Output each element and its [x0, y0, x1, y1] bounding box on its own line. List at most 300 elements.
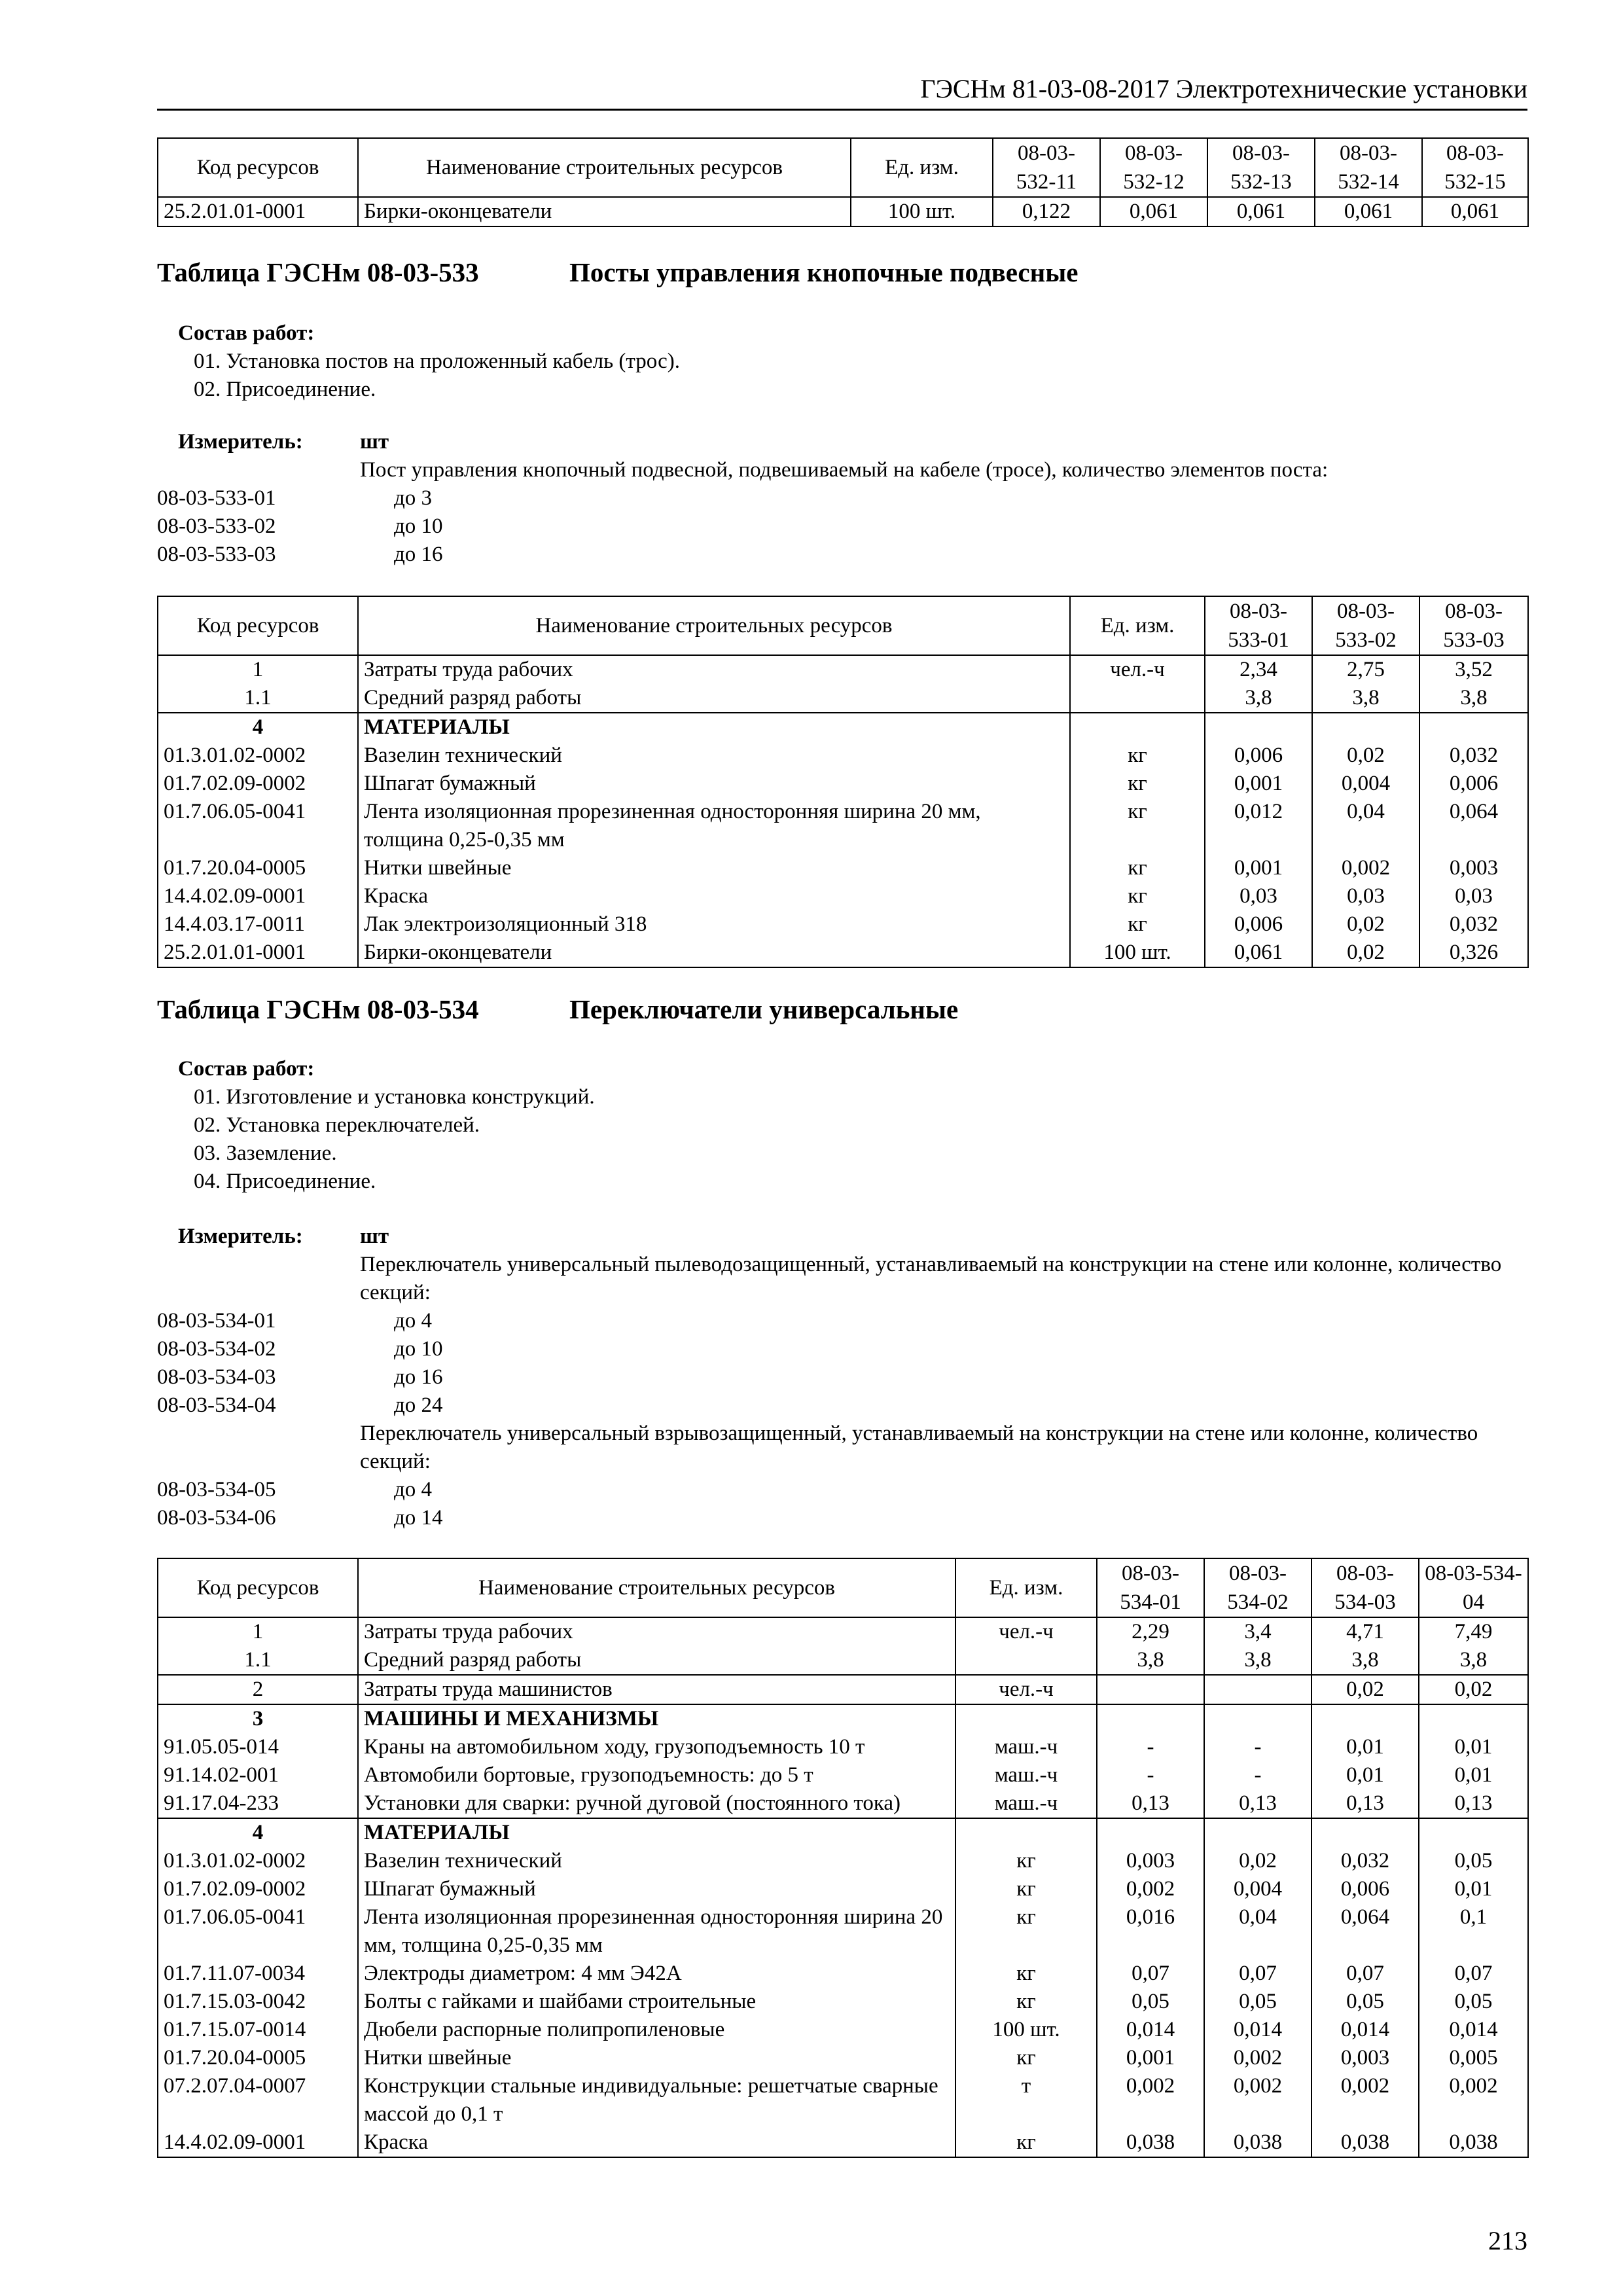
col-header-norm: 08-03-533-03 [1419, 596, 1528, 655]
cell-unit: кг [955, 1988, 1097, 2016]
cell-code: 01.7.15.07-0014 [158, 2016, 358, 2044]
cell-value: 0,01 [1419, 1875, 1528, 1903]
cell-unit: кг [955, 1960, 1097, 1988]
cell-value: 0,014 [1097, 2016, 1204, 2044]
table-row [158, 910, 1528, 939]
cell-unit: кг [1070, 742, 1205, 770]
table-row [158, 2016, 1528, 2044]
col-header-norm: 08-03-532-11 [993, 138, 1100, 197]
cell-value: 0,002 [1311, 2072, 1419, 2128]
work-item: 01. Изготовление и установка конструкций. [194, 1085, 595, 1109]
cell-value: 0,014 [1419, 2016, 1528, 2044]
page-number: 213 [1488, 2226, 1527, 2255]
measure-unit: шт [360, 1225, 389, 1248]
cell-value: 0,02 [1204, 1847, 1311, 1875]
cell-name: Конструкции стальные индивидуальные: решетчатые сварные массой до 0,1 т [358, 2072, 955, 2128]
cell-unit [1070, 713, 1205, 742]
cell-unit: кг [1070, 770, 1205, 798]
measures-534 [157, 1223, 1525, 1532]
cell-value: 0,02 [1312, 939, 1419, 967]
cell-code: 91.14.02-001 [158, 1761, 358, 1789]
cell-name: Установки для сварки: ручной дуговой (постоянного тока) [358, 1789, 955, 1818]
cell-unit: кг [1070, 798, 1205, 854]
table-row [158, 197, 1528, 226]
cell-name: МАТЕРИАЛЫ [358, 1818, 955, 1847]
measure-item [157, 512, 1525, 541]
measure-code: 08-03-534-05 [157, 1478, 276, 1501]
table-row [158, 1988, 1528, 2016]
col-header-norm: 08-03-533-01 [1205, 596, 1312, 655]
cell-value: 0,02 [1311, 1675, 1419, 1704]
cell-value: - [1097, 1733, 1204, 1761]
table-row [158, 1675, 1528, 1704]
measure-text: до 24 [394, 1393, 443, 1417]
cell-code: 1 [158, 1617, 358, 1646]
cell-unit: чел.-ч [955, 1617, 1097, 1646]
cell-code: 01.7.02.09-0002 [158, 770, 358, 798]
col-header-unit: Ед. изм. [851, 138, 993, 197]
cell-code: 01.7.06.05-0041 [158, 1903, 358, 1960]
table-row [158, 1875, 1528, 1903]
cell-code: 4 [158, 1818, 358, 1847]
cell-value: 0,032 [1419, 910, 1528, 939]
cell-value: 0,006 [1311, 1875, 1419, 1903]
cell-value: 4,71 [1311, 1617, 1419, 1646]
cell-value: 2,75 [1312, 655, 1419, 684]
cell-name: Электроды диаметром: 4 мм Э42А [358, 1960, 955, 1988]
col-header-name: Наименование строительных ресурсов [358, 596, 1070, 655]
col-header-norm: 08-03-532-15 [1422, 138, 1528, 197]
cell-value: - [1204, 1733, 1311, 1761]
cell-value: 0,006 [1205, 910, 1312, 939]
cell-value: 0,061 [1422, 197, 1528, 226]
cell-value: 3,52 [1419, 655, 1528, 684]
cell-value: 0,002 [1097, 2072, 1204, 2128]
cell-value: 0,05 [1419, 1988, 1528, 2016]
cell-value: 0,002 [1097, 1875, 1204, 1903]
cell-value: 3,4 [1204, 1617, 1311, 1646]
cell-value: 0,07 [1097, 1960, 1204, 1988]
cell-value: 0,003 [1097, 1847, 1204, 1875]
measure-item [157, 1307, 1525, 1335]
col-header-norm: 08-03-534-03 [1311, 1558, 1419, 1617]
table-name: Посты управления кнопочные подвесные [569, 257, 1079, 287]
cell-value: 0,061 [1315, 197, 1422, 226]
cell-name: Затраты труда рабочих [358, 655, 1070, 684]
cell-value: 0,006 [1419, 770, 1528, 798]
cell-value: 0,05 [1204, 1988, 1311, 2016]
table-row [158, 1761, 1528, 1789]
cell-code: 2 [158, 1675, 358, 1704]
cell-name: Бирки-оконцеватели [358, 197, 851, 226]
cell-value: 0,006 [1205, 742, 1312, 770]
resource-table-533 [157, 596, 1529, 968]
measure-item [157, 1363, 1525, 1391]
cell-value: 0,05 [1097, 1988, 1204, 2016]
cell-value: 0,001 [1205, 854, 1312, 882]
work-item: 04. Присоединение. [194, 1170, 376, 1193]
work-item: 02. Установка переключателей. [194, 1113, 480, 1137]
cell-value: 0,005 [1419, 2044, 1528, 2072]
cell-unit: 100 шт. [851, 197, 993, 226]
cell-value: 0,01 [1419, 1761, 1528, 1789]
cell-value: 0,001 [1097, 2044, 1204, 2072]
table-row [158, 939, 1528, 967]
table-row [158, 1818, 1528, 1847]
col-header-norm: 08-03-533-02 [1312, 596, 1419, 655]
running-header: ГЭСНм 81-03-08-2017 Электротехнические установки [920, 74, 1527, 103]
table-row [158, 742, 1528, 770]
table-row [158, 1789, 1528, 1818]
cell-value: 0,01 [1419, 1733, 1528, 1761]
table-row [158, 2072, 1528, 2128]
measure-text: до 10 [394, 514, 443, 538]
table-row [158, 684, 1528, 713]
cell-code: 3 [158, 1704, 358, 1733]
table-row [158, 1847, 1528, 1875]
measure-code: 08-03-533-02 [157, 514, 276, 538]
cell-value: 0,05 [1311, 1988, 1419, 2016]
measure-code: 08-03-533-01 [157, 486, 276, 510]
cell-code: 14.4.03.17-0011 [158, 910, 358, 939]
cell-value [1205, 713, 1312, 742]
cell-name: Автомобили бортовые, грузоподъемность: до 5 т [358, 1761, 955, 1789]
cell-value: 0,003 [1311, 2044, 1419, 2072]
cell-unit: кг [955, 1875, 1097, 1903]
cell-name: Лента изоляционная прорезиненная односторонняя ширина 20 мм, толщина 0,25-0,35 мм [358, 1903, 955, 1960]
cell-value: 0,002 [1204, 2072, 1311, 2128]
work-item: 02. Присоединение. [194, 378, 376, 401]
cell-name: Краны на автомобильном ходу, грузоподъемность 10 т [358, 1733, 955, 1761]
table-row [158, 1960, 1528, 1988]
col-header-code: Код ресурсов [158, 138, 358, 197]
work-item: 03. Заземление. [194, 1141, 337, 1165]
cell-unit [955, 1646, 1097, 1675]
table-row [158, 882, 1528, 910]
cell-value: 0,07 [1419, 1960, 1528, 1988]
resource-table-534 [157, 1558, 1529, 2158]
col-header-name: Наименование строительных ресурсов [358, 1558, 955, 1617]
measure-code [157, 1251, 360, 1307]
cell-code: 01.7.02.09-0002 [158, 1875, 358, 1903]
cell-code: 1.1 [158, 684, 358, 713]
col-header-code: Код ресурсов [158, 1558, 358, 1617]
cell-value: 0,003 [1419, 854, 1528, 882]
cell-name: Лента изоляционная прорезиненная односторонняя ширина 20 мм, толщина 0,25-0,35 мм [358, 798, 1070, 854]
cell-name: Болты с гайками и шайбами строительные [358, 1988, 955, 2016]
measure-text: до 14 [394, 1506, 443, 1530]
cell-name: МАШИНЫ И МЕХАНИЗМЫ [358, 1704, 955, 1733]
cell-value: 0,064 [1311, 1903, 1419, 1960]
works-label: Состав работ: [178, 321, 315, 345]
table-row [158, 770, 1528, 798]
cell-unit: кг [1070, 882, 1205, 910]
cell-value: - [1204, 1761, 1311, 1789]
work-item: 01. Установка постов на проложенный кабель (трос). [194, 350, 680, 373]
cell-code: 1 [158, 655, 358, 684]
table-row [158, 1903, 1528, 1960]
measure-label: Измеритель: [178, 1225, 303, 1248]
measure-code: 08-03-534-03 [157, 1365, 276, 1389]
col-header-norm: 08-03-532-13 [1207, 138, 1315, 197]
cell-value: 0,13 [1097, 1789, 1204, 1818]
header-rule [157, 109, 1527, 111]
works-534 [157, 1055, 595, 1196]
cell-name: Затраты труда машинистов [358, 1675, 955, 1704]
cell-unit: чел.-ч [955, 1675, 1097, 1704]
cell-value [1204, 1818, 1311, 1847]
cell-value: 3,8 [1312, 684, 1419, 713]
cell-name: Вазелин технический [358, 742, 1070, 770]
cell-value: 2,29 [1097, 1617, 1204, 1646]
cell-name: Вазелин технический [358, 1847, 955, 1875]
cell-value: 0,012 [1205, 798, 1312, 854]
table-header-row [158, 596, 1528, 655]
cell-name: Лак электроизоляционный 318 [358, 910, 1070, 939]
cell-value: 3,8 [1205, 684, 1312, 713]
cell-unit [955, 1818, 1097, 1847]
col-header-norm: 08-03-534-01 [1097, 1558, 1204, 1617]
measure-text: до 16 [394, 1365, 443, 1389]
cell-unit: кг [1070, 910, 1205, 939]
table-row [158, 1646, 1528, 1675]
cell-value: 0,04 [1312, 798, 1419, 854]
cell-name: Шпагат бумажный [358, 770, 1070, 798]
measure-item [157, 1391, 1525, 1420]
cell-value: 0,05 [1419, 1847, 1528, 1875]
cell-value: 0,03 [1205, 882, 1312, 910]
cell-unit: 100 шт. [1070, 939, 1205, 967]
cell-value: 0,03 [1312, 882, 1419, 910]
cell-code: 14.4.02.09-0001 [158, 2128, 358, 2157]
cell-value: 0,014 [1311, 2016, 1419, 2044]
cell-unit: маш.-ч [955, 1789, 1097, 1818]
col-header-norm: 08-03-532-14 [1315, 138, 1422, 197]
measure-text: Переключатель универсальный взрывозащищенный, устанавливаемый на конструкции на стене или колонне, количество секций: [360, 1422, 1478, 1473]
table-name: Переключатели универсальные [569, 994, 959, 1024]
table-title-533 [157, 257, 1078, 288]
cell-value: 2,34 [1205, 655, 1312, 684]
cell-value [1311, 1704, 1419, 1733]
measure-item [157, 1335, 1525, 1363]
col-header-unit: Ед. изм. [955, 1558, 1097, 1617]
measure-text: Пост управления кнопочный подвесной, подвешиваемый на кабеле (тросе), количество элементов поста: [360, 458, 1329, 482]
cell-value: 7,49 [1419, 1617, 1528, 1646]
cell-value: 0,326 [1419, 939, 1528, 967]
cell-code: 91.17.04-233 [158, 1789, 358, 1818]
cell-value [1204, 1675, 1311, 1704]
table-row [158, 1704, 1528, 1733]
measure-unit: шт [360, 430, 389, 454]
cell-code: 1.1 [158, 1646, 358, 1675]
cell-value: 0,1 [1419, 1903, 1528, 1960]
table-number: Таблица ГЭСНм 08-03-533 [157, 257, 479, 287]
table-header-row [158, 138, 1528, 197]
cell-value: 0,13 [1311, 1789, 1419, 1818]
cell-value: 0,038 [1311, 2128, 1419, 2157]
cell-value: 3,8 [1311, 1646, 1419, 1675]
cell-unit: т [955, 2072, 1097, 2128]
cell-name: Бирки-оконцеватели [358, 939, 1070, 967]
cell-value: 0,038 [1204, 2128, 1311, 2157]
cell-value [1419, 1704, 1528, 1733]
col-header-unit: Ед. изм. [1070, 596, 1205, 655]
cell-value: 0,02 [1419, 1675, 1528, 1704]
measure-item [157, 541, 1525, 569]
cell-unit [955, 1704, 1097, 1733]
measure-label: Измеритель: [178, 430, 303, 454]
cell-code: 01.3.01.02-0002 [158, 742, 358, 770]
cell-value: 3,8 [1419, 1646, 1528, 1675]
measure-item [157, 1476, 1525, 1504]
cell-value: 0,02 [1312, 742, 1419, 770]
cell-value: 0,002 [1204, 2044, 1311, 2072]
measure-item [157, 1504, 1525, 1532]
cell-value: 0,13 [1419, 1789, 1528, 1818]
cell-unit [1070, 684, 1205, 713]
cell-value [1311, 1818, 1419, 1847]
col-header-norm: 08-03-532-12 [1100, 138, 1207, 197]
cell-name: МАТЕРИАЛЫ [358, 713, 1070, 742]
cell-value: 0,014 [1204, 2016, 1311, 2044]
measure-text: Переключатель универсальный пылеводозащищенный, устанавливаемый на конструкции на стене или колонне, количество секций: [360, 1253, 1502, 1304]
cell-value: 0,004 [1312, 770, 1419, 798]
table-row [158, 1733, 1528, 1761]
cell-value: 3,8 [1419, 684, 1528, 713]
cell-value: 0,061 [1207, 197, 1315, 226]
resource-table-532 [157, 137, 1529, 227]
cell-unit: маш.-ч [955, 1761, 1097, 1789]
cell-value [1312, 713, 1419, 742]
cell-value: - [1097, 1761, 1204, 1789]
measure-code: 08-03-534-04 [157, 1393, 276, 1417]
cell-value [1204, 1704, 1311, 1733]
cell-unit: кг [955, 1847, 1097, 1875]
cell-value: 0,02 [1312, 910, 1419, 939]
measure-text: до 4 [394, 1309, 433, 1333]
measure-code: 08-03-533-03 [157, 543, 276, 566]
measure-code: 08-03-534-06 [157, 1506, 276, 1530]
cell-value: 0,032 [1419, 742, 1528, 770]
measure-text: до 4 [394, 1478, 433, 1501]
cell-code: 01.7.15.03-0042 [158, 1988, 358, 2016]
cell-value: 0,01 [1311, 1733, 1419, 1761]
cell-value [1097, 1704, 1204, 1733]
cell-value: 3,8 [1204, 1646, 1311, 1675]
cell-value [1419, 1818, 1528, 1847]
cell-unit: кг [955, 2128, 1097, 2157]
cell-value [1097, 1818, 1204, 1847]
measure-item [157, 484, 1525, 512]
cell-value: 0,061 [1100, 197, 1207, 226]
cell-name: Дюбели распорные полипропиленовые [358, 2016, 955, 2044]
cell-value: 0,002 [1419, 2072, 1528, 2128]
measure-code: 08-03-534-02 [157, 1337, 276, 1361]
measure-text: до 10 [394, 1337, 443, 1361]
cell-name: Средний разряд работы [358, 1646, 955, 1675]
cell-unit: кг [955, 1903, 1097, 1960]
measure-text: до 3 [394, 486, 433, 510]
table-number: Таблица ГЭСНм 08-03-534 [157, 994, 479, 1024]
cell-unit: кг [1070, 854, 1205, 882]
cell-value: 0,038 [1097, 2128, 1204, 2157]
measure-item [157, 456, 1525, 484]
measure-unit-row [157, 1223, 1525, 1251]
cell-value: 0,04 [1204, 1903, 1311, 1960]
cell-code: 25.2.01.01-0001 [158, 197, 358, 226]
cell-value: 0,001 [1205, 770, 1312, 798]
cell-value: 0,07 [1204, 1960, 1311, 1988]
cell-value: 0,064 [1419, 798, 1528, 854]
table-row [158, 2044, 1528, 2072]
cell-value [1097, 1675, 1204, 1704]
col-header-norm: 08-03-534-02 [1204, 1558, 1311, 1617]
cell-code: 01.7.11.07-0034 [158, 1960, 358, 1988]
cell-unit: кг [955, 2044, 1097, 2072]
cell-code: 01.7.20.04-0005 [158, 2044, 358, 2072]
cell-code: 07.2.07.04-0007 [158, 2072, 358, 2128]
cell-value: 0,038 [1419, 2128, 1528, 2157]
cell-value: 0,01 [1311, 1761, 1419, 1789]
cell-name: Нитки швейные [358, 854, 1070, 882]
cell-value: 0,004 [1204, 1875, 1311, 1903]
cell-code: 25.2.01.01-0001 [158, 939, 358, 967]
cell-name: Затраты труда рабочих [358, 1617, 955, 1646]
cell-value: 3,8 [1097, 1646, 1204, 1675]
table-row [158, 2128, 1528, 2157]
cell-value: 0,061 [1205, 939, 1312, 967]
cell-name: Краска [358, 2128, 955, 2157]
table-row [158, 798, 1528, 854]
cell-value: 0,032 [1311, 1847, 1419, 1875]
table-row [158, 713, 1528, 742]
cell-unit: чел.-ч [1070, 655, 1205, 684]
cell-code: 91.05.05-014 [158, 1733, 358, 1761]
measure-code: 08-03-534-01 [157, 1309, 276, 1333]
cell-name: Краска [358, 882, 1070, 910]
cell-value: 0,03 [1419, 882, 1528, 910]
cell-code: 01.7.06.05-0041 [158, 798, 358, 854]
col-header-norm: 08-03-534-04 [1419, 1558, 1528, 1617]
measure-code [157, 456, 360, 484]
measures-533 [157, 428, 1525, 569]
works-533 [157, 319, 680, 404]
measure-item [157, 1251, 1525, 1307]
cell-code: 01.7.20.04-0005 [158, 854, 358, 882]
cell-name: Средний разряд работы [358, 684, 1070, 713]
cell-code: 14.4.02.09-0001 [158, 882, 358, 910]
measure-text: до 16 [394, 543, 443, 566]
table-row [158, 655, 1528, 684]
col-header-name: Наименование строительных ресурсов [358, 138, 851, 197]
cell-code: 01.3.01.02-0002 [158, 1847, 358, 1875]
table-header-row [158, 1558, 1528, 1617]
cell-value: 0,002 [1312, 854, 1419, 882]
works-label: Состав работ: [178, 1057, 315, 1081]
table-row [158, 1617, 1528, 1646]
cell-name: Нитки швейные [358, 2044, 955, 2072]
measure-code [157, 1420, 360, 1476]
cell-value [1419, 713, 1528, 742]
cell-code: 4 [158, 713, 358, 742]
cell-value: 0,016 [1097, 1903, 1204, 1960]
cell-value: 0,07 [1311, 1960, 1419, 1988]
cell-value: 0,122 [993, 197, 1100, 226]
table-row [158, 854, 1528, 882]
col-header-code: Код ресурсов [158, 596, 358, 655]
measure-item [157, 1420, 1525, 1476]
cell-name: Шпагат бумажный [358, 1875, 955, 1903]
